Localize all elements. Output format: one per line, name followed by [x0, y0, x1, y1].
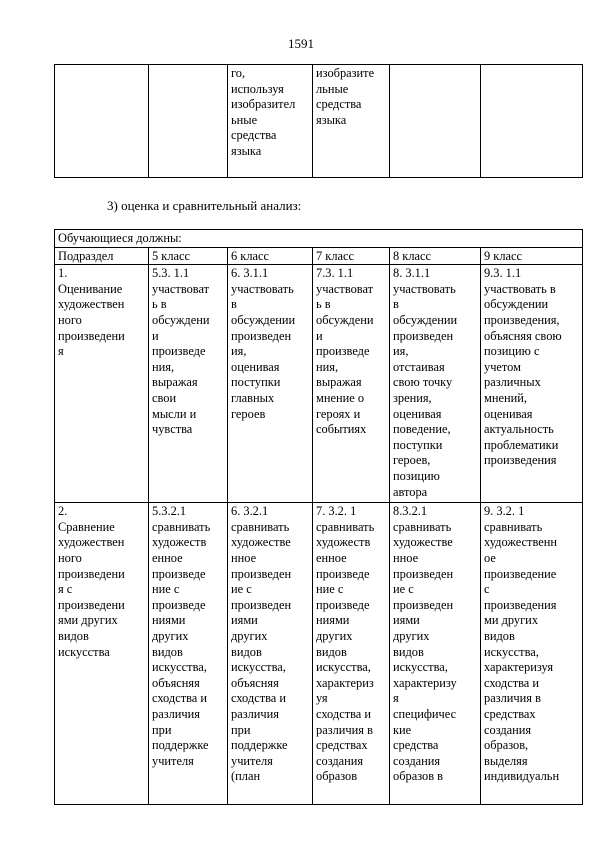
column-header: 9 класс — [481, 247, 583, 265]
column-header: Подраздел — [55, 247, 149, 265]
table-cell: 8.3.2.1 сравнивать художестве нное произведен ие с произведен иями других видов искусства, характеризу я специфичес кие средства создания образов в — [390, 503, 481, 805]
assessment-table — [54, 229, 583, 805]
table-cell — [149, 65, 228, 178]
table-cell: 5.3.2.1 сравнивать художеств енное произведе ние с произведе ниями других видов искусства, объясняя сходства и различия при поддержке учителя — [149, 503, 228, 805]
table-cell: 1. Оценивание художествен ного произведени я — [55, 265, 149, 503]
table-row — [55, 265, 583, 503]
table-cell: 6. 3.2.1 сравнивать художестве нное произведен ие с произведен иями других видов искусства, объясняя сходства и различия при поддержке учителя (план — [228, 503, 313, 805]
table-cell: 7. 3.2. 1 сравнивать художеств енное произведе ние с произведе ниями других видов искусства, характериз уя сходства и различия в средствах создания образов — [313, 503, 390, 805]
table-header-row — [55, 247, 583, 265]
column-header: 5 класс — [149, 247, 228, 265]
continuation-table — [54, 64, 583, 178]
section-heading: 3) оценка и сравнительный анализ: — [107, 198, 302, 213]
table-cell: 9.3. 1.1 участвовать в обсуждении произведения, объясняя свою позицию с учетом различных мнений, оценивая актуальность проблематики произведения — [481, 265, 583, 503]
table-row — [55, 65, 583, 178]
table-cell: изобразите льные средства языка — [313, 65, 390, 178]
table-cell: 5.3. 1.1 участвоват ь в обсуждени и произведе ния, выражая свои мысли и чувства — [149, 265, 228, 503]
table-cell: 8. 3.1.1 участвовать в обсуждении произведен ия, отстаивая свою точку зрения, оценивая поведение, поступки героев, позицию автора — [390, 265, 481, 503]
table-cell: 6. 3.1.1 участвовать в обсуждении произведен ия, оценивая поступки главных героев — [228, 265, 313, 503]
table-caption-row — [55, 230, 583, 248]
table-cell: 2. Сравнение художествен ного произведени я с произведени ями других видов искусства — [55, 503, 149, 805]
column-header: 6 класс — [228, 247, 313, 265]
table-cell: 7.3. 1.1 участвоват ь в обсуждени и произведе ния, выражая мнение о героях и событиях — [313, 265, 390, 503]
table-cell — [390, 65, 481, 178]
page-number: 1591 — [288, 36, 314, 51]
table-row — [55, 503, 583, 805]
column-header: 8 класс — [390, 247, 481, 265]
table-cell — [481, 65, 583, 178]
table-cell: 9. 3.2. 1 сравнивать художественн ое произведение с произведения ми других видов искусства, характеризуя сходства и различия в средствах создания образов, выделяя индивидуальн — [481, 503, 583, 805]
table-caption: Обучающиеся должны: — [55, 230, 583, 248]
table-cell — [55, 65, 149, 178]
table-cell: го, используя изобразител ьные средства языка — [228, 65, 313, 178]
column-header: 7 класс — [313, 247, 390, 265]
